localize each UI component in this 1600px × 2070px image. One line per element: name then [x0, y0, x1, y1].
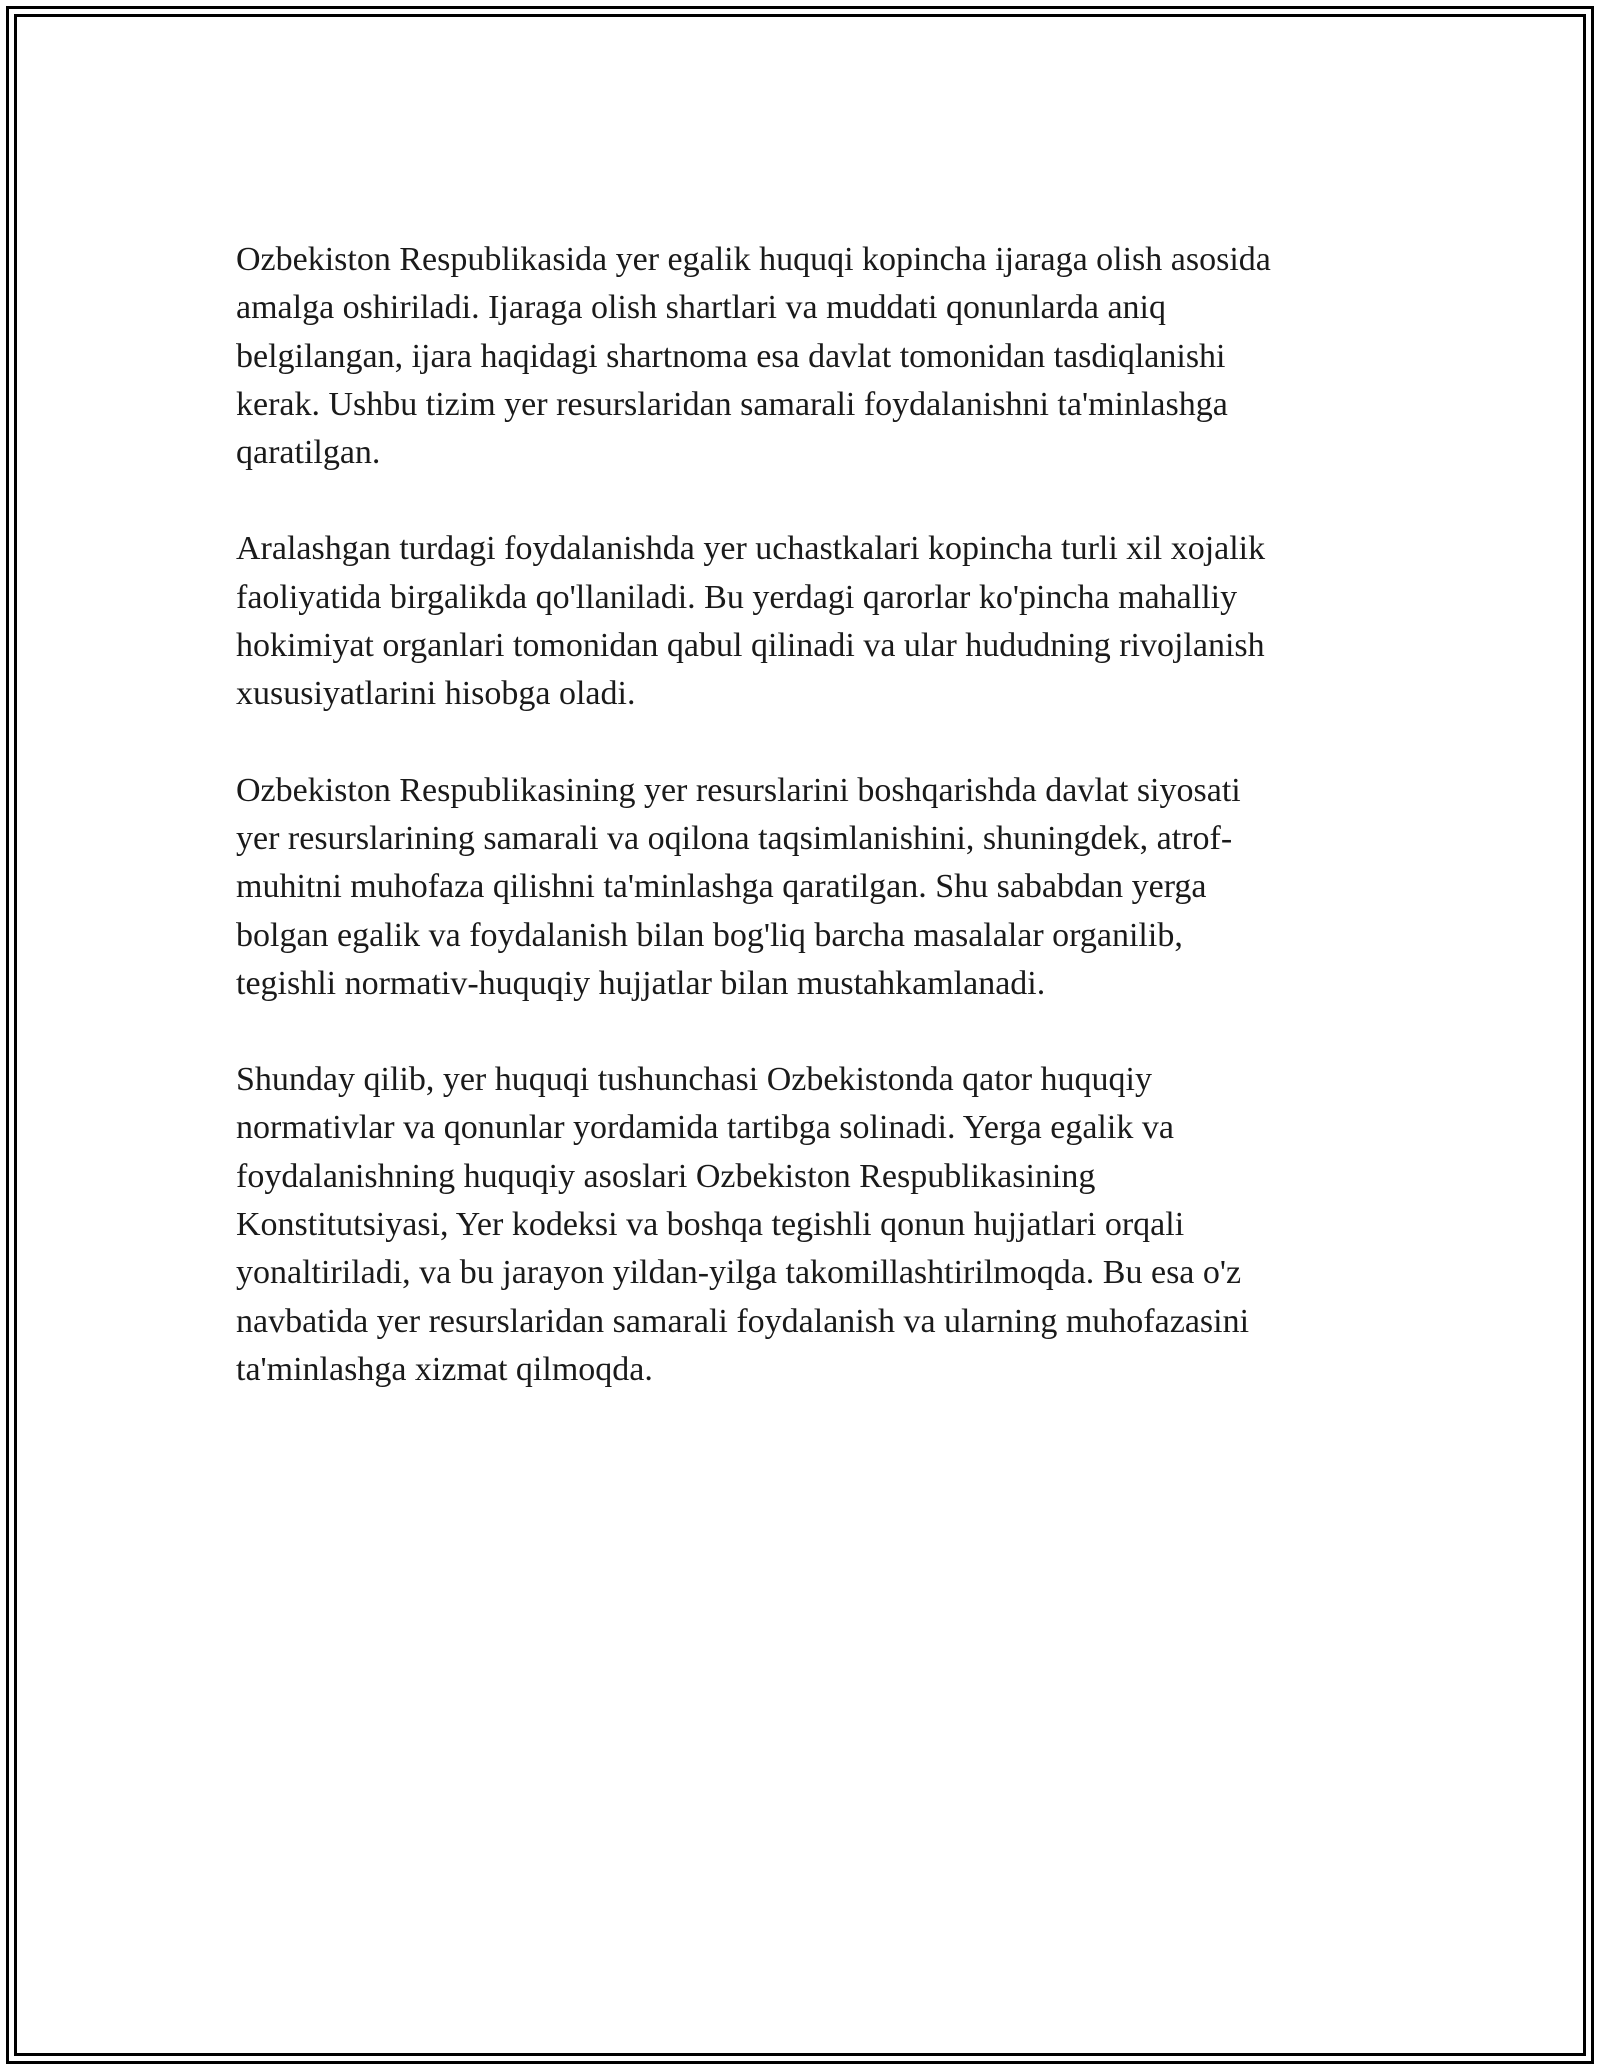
paragraph-4: Shunday qilib, yer huquqi tushunchasi Ozbekistonda qator huquqiy normativlar va qonunlar yordamida tartibga solinadi. Yerga egalik va foydalanishning huquqiy asoslari Ozbekiston Respublikasining Konstitutsiyasi, Yer kodeksi va boshqa tegishli qonun hujjatlari orqali yonaltiriladi, va bu jarayon yildan-yilga takomillashtirilmoqda. Bu esa o'z navbatida yer resurslaridan samarali foydalanish va ularning muhofazasini ta'minlashga xizmat qilmoqda.: [236, 1061, 1250, 1388]
paragraph-2: Aralashgan turdagi foydalanishda yer uchastkalari kopincha turli xil xojalik faoliyatida birgalikda qo'llaniladi. Bu yerdagi qarorlar ko'pincha mahalliy hokimiyat organlari tomonidan qabul qilinadi va ular hududning rivojlanish xususiyatlarini hisobga oladi.: [236, 530, 1266, 713]
paragraph-3: Ozbekiston Respublikasining yer resurslarini boshqarishda davlat siyosati yer resurslarining samarali va oqilona taqsimlanishini, shuningdek, atrof- muhitni muhofaza qilishni ta'minlashga qaratilgan. Shu sababdan yerga bolgan egalik va foydalanish bilan bog'liq barcha masalalar organilib, tegishli normativ-huquqiy hujjatlar bilan mustahkamlanadi.: [236, 771, 1241, 1002]
paragraph-1: Ozbekiston Respublikasida yer egalik huquqi kopincha ijaraga olish asosida amalga oshiriladi. Ijaraga olish shartlari va muddati qonunlarda aniq belgilangan, ijara haqidagi shartnoma esa davlat tomonidan tasdiqlanishi kerak. Ushbu tizim yer resurslaridan samarali foydalanishni ta'minlashga qaratilgan.: [236, 241, 1271, 472]
document-body: [236, 236, 1366, 1442]
